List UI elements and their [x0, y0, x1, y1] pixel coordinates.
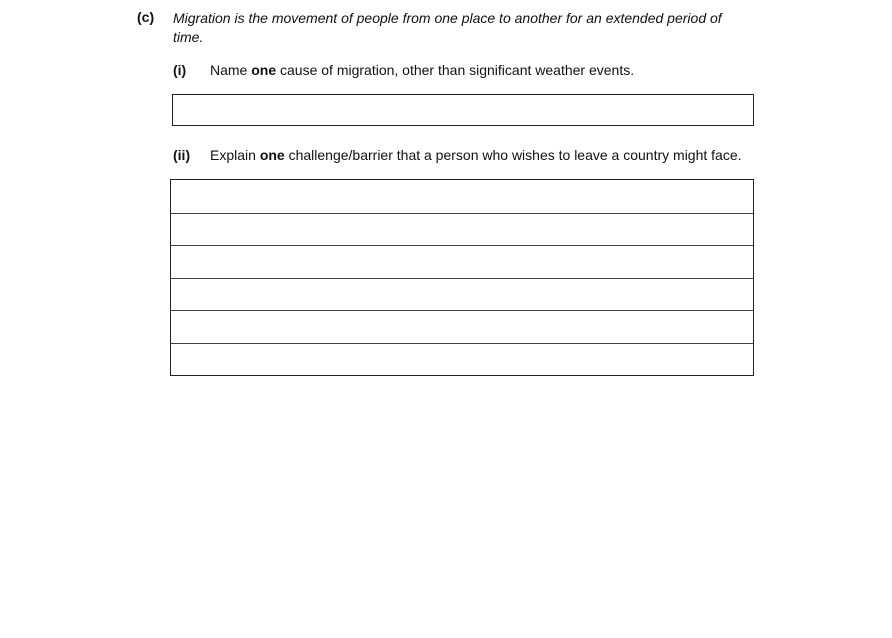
part-ii-text — [210, 147, 742, 163]
part-ii-text-before: Explain — [210, 147, 260, 163]
answer-line — [171, 213, 753, 214]
answer-line — [171, 343, 753, 344]
part-i-text-after: cause of migration, other than significant weather events. — [276, 62, 635, 78]
question-label: (c) — [137, 9, 155, 25]
part-i-emphasis: one — [251, 62, 277, 78]
part-ii-answer-box[interactable] — [170, 179, 754, 376]
answer-line — [171, 310, 753, 311]
part-ii-label: (ii) — [173, 147, 191, 163]
question-stem: Migration is the movement of people from one place to another for an extended period of time. — [173, 10, 722, 45]
part-i-text — [210, 62, 634, 78]
part-i-answer-box[interactable] — [172, 94, 754, 126]
part-ii-text-after: challenge/barrier that a person who wishes to leave a country might face. — [284, 147, 742, 163]
part-ii-emphasis: one — [259, 147, 285, 163]
part-i-label: (i) — [173, 62, 187, 78]
answer-line — [171, 245, 753, 246]
answer-line — [171, 278, 753, 279]
part-i-text-before: Name — [210, 62, 252, 78]
